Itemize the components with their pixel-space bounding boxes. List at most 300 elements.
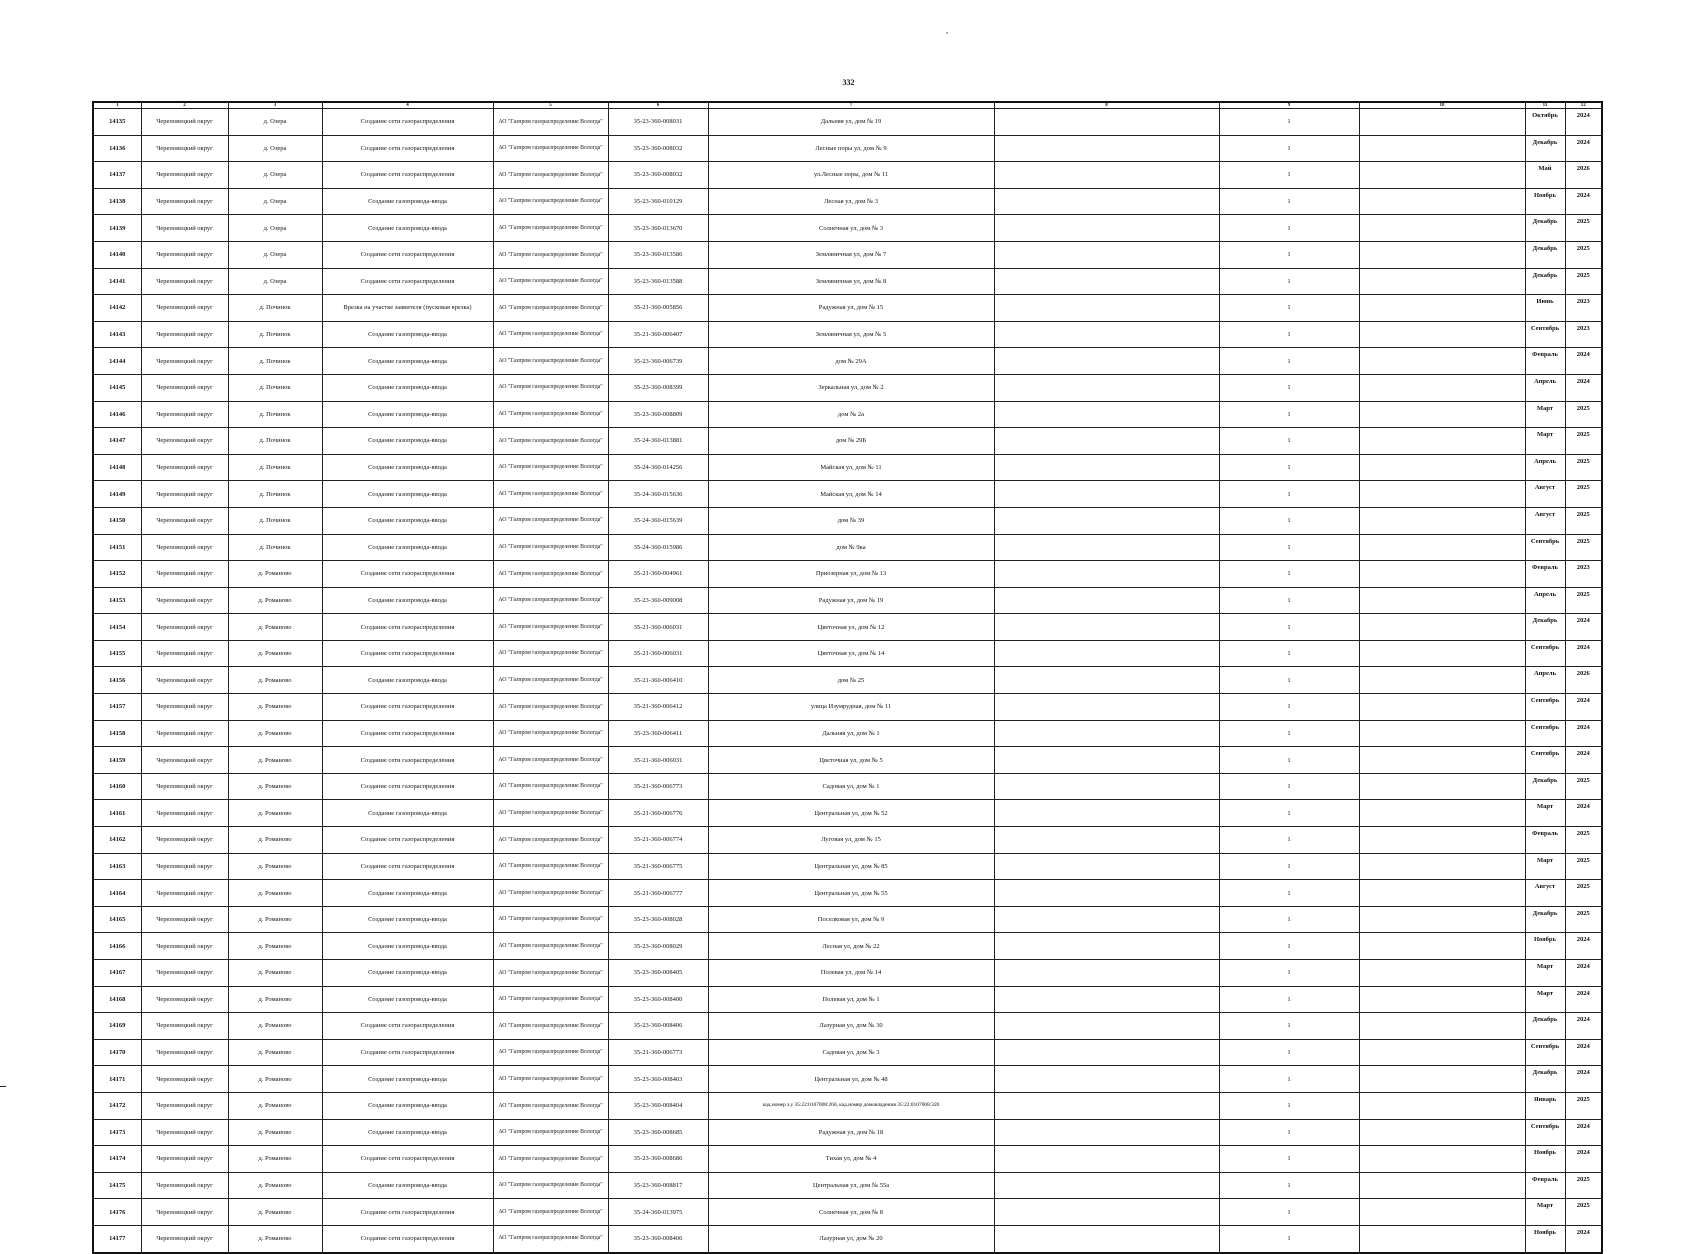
table-row: [93, 428, 1602, 455]
cell-district: Череповецкий округ: [141, 720, 228, 747]
cell-year: 2025: [1565, 1092, 1602, 1119]
cell-work-type: Создание газопровода-ввода: [322, 348, 493, 375]
cell-request-number: 35-23-360-013670: [608, 215, 708, 242]
cell-empty-col-10: [1359, 640, 1525, 667]
column-header: 12: [1565, 102, 1602, 109]
cell-quantity: 1: [1219, 960, 1359, 987]
cell-row-number: 14145: [93, 374, 141, 401]
cell-work-type: Создание газопровода-ввода: [322, 1066, 493, 1093]
scan-edge-mark: [0, 1086, 6, 1087]
cell-settlement: д. Починок: [228, 348, 322, 375]
cell-settlement: д. Озера: [228, 241, 322, 268]
cell-quantity: 1: [1219, 747, 1359, 774]
cell-district: Череповецкий округ: [141, 454, 228, 481]
cell-request-number: 35-23-360-008809: [608, 401, 708, 428]
cell-empty-col-10: [1359, 162, 1525, 189]
cell-quantity: 1: [1219, 507, 1359, 534]
cell-empty-col-8: [994, 1092, 1219, 1119]
cell-settlement: д. Романово: [228, 1146, 322, 1173]
cell-work-type: Создание сети газораспределения: [322, 720, 493, 747]
cell-month: Декабрь: [1525, 268, 1565, 295]
cell-year: 2025: [1565, 1199, 1602, 1226]
cell-quantity: 1: [1219, 348, 1359, 375]
cell-empty-col-10: [1359, 321, 1525, 348]
cell-row-number: 14171: [93, 1066, 141, 1093]
cell-request-number: 35-21-360-006775: [608, 853, 708, 880]
cell-row-number: 14175: [93, 1172, 141, 1199]
cell-month: Февраль: [1525, 561, 1565, 588]
cell-organization: АО "Газпром газораспределение Вологда": [493, 853, 608, 880]
cell-district: Череповецкий округ: [141, 640, 228, 667]
cell-month: Сентябрь: [1525, 720, 1565, 747]
cell-row-number: 14143: [93, 321, 141, 348]
cell-month: Ноябрь: [1525, 1146, 1565, 1173]
cell-organization: АО "Газпром газораспределение Вологда": [493, 188, 608, 215]
table-row: [93, 960, 1602, 987]
cell-row-number: 14144: [93, 348, 141, 375]
cell-empty-col-8: [994, 906, 1219, 933]
cell-organization: АО "Газпром газораспределение Вологда": [493, 986, 608, 1013]
cell-row-number: 14154: [93, 614, 141, 641]
cell-settlement: д. Починок: [228, 481, 322, 508]
table-row: [93, 614, 1602, 641]
cell-request-number: 35-23-360-008028: [608, 906, 708, 933]
cell-organization: АО "Газпром газораспределение Вологда": [493, 1039, 608, 1066]
cell-district: Череповецкий округ: [141, 348, 228, 375]
cell-year: 2024: [1565, 747, 1602, 774]
cell-work-type: Создание газопровода-ввода: [322, 534, 493, 561]
cell-empty-col-8: [994, 640, 1219, 667]
cell-organization: АО "Газпром газораспределение Вологда": [493, 614, 608, 641]
cell-request-number: 35-23-360-013586: [608, 241, 708, 268]
cell-empty-col-8: [994, 960, 1219, 987]
cell-request-number: 35-23-360-008399: [608, 374, 708, 401]
cell-month: Февраль: [1525, 827, 1565, 854]
cell-empty-col-8: [994, 268, 1219, 295]
cell-row-number: 14150: [93, 507, 141, 534]
cell-month: Март: [1525, 960, 1565, 987]
table-row: [93, 1092, 1602, 1119]
cell-quantity: 1: [1219, 1225, 1359, 1252]
table-row: [93, 162, 1602, 189]
cell-request-number: 35-24-360-013975: [608, 1199, 708, 1226]
cell-organization: АО "Газпром газораспределение Вологда": [493, 481, 608, 508]
cell-year: 2025: [1565, 1172, 1602, 1199]
cell-settlement: д. Романово: [228, 1225, 322, 1252]
cell-organization: АО "Газпром газораспределение Вологда": [493, 800, 608, 827]
cell-empty-col-10: [1359, 374, 1525, 401]
cell-settlement: д. Озера: [228, 135, 322, 162]
column-header: 2: [141, 102, 228, 109]
cell-request-number: 35-24-360-014256: [608, 454, 708, 481]
cell-month: Март: [1525, 986, 1565, 1013]
cell-work-type: Создание газопровода-ввода: [322, 374, 493, 401]
cell-work-type: Создание газопровода-ввода: [322, 428, 493, 455]
cell-request-number: 35-23-360-008032: [608, 135, 708, 162]
cell-empty-col-8: [994, 1172, 1219, 1199]
cell-work-type: Создание сети газораспределения: [322, 1199, 493, 1226]
cell-settlement: д. Озера: [228, 268, 322, 295]
cell-address: Цветочная ул, дом № 12: [708, 614, 994, 641]
gasification-table: [92, 101, 1603, 1254]
cell-address: Полевая ул, дом № 1: [708, 986, 994, 1013]
cell-address: Солнечная ул, дом № 8: [708, 1199, 994, 1226]
cell-empty-col-10: [1359, 1225, 1525, 1252]
cell-address: дом № 25: [708, 667, 994, 694]
table-row: [93, 667, 1602, 694]
cell-organization: АО "Газпром газораспределение Вологда": [493, 135, 608, 162]
cell-request-number: 35-21-360-006776: [608, 800, 708, 827]
cell-district: Череповецкий округ: [141, 747, 228, 774]
cell-year: 2024: [1565, 640, 1602, 667]
cell-settlement: д. Романово: [228, 773, 322, 800]
cell-request-number: 35-23-360-006739: [608, 348, 708, 375]
cell-organization: АО "Газпром газораспределение Вологда": [493, 880, 608, 907]
cell-year: 2025: [1565, 773, 1602, 800]
cell-request-number: 35-23-360-013588: [608, 268, 708, 295]
cell-request-number: 35-21-360-006774: [608, 827, 708, 854]
cell-empty-col-8: [994, 1039, 1219, 1066]
cell-year: 2025: [1565, 827, 1602, 854]
cell-year: 2025: [1565, 906, 1602, 933]
cell-address: Садовая ул, дом № 3: [708, 1039, 994, 1066]
cell-empty-col-10: [1359, 1172, 1525, 1199]
table-row: [93, 1119, 1602, 1146]
cell-row-number: 14162: [93, 827, 141, 854]
cell-row-number: 14164: [93, 880, 141, 907]
cell-district: Череповецкий округ: [141, 773, 228, 800]
cell-month: Февраль: [1525, 348, 1565, 375]
cell-address: Майская ул, дом № 11: [708, 454, 994, 481]
cell-quantity: 1: [1219, 401, 1359, 428]
cell-empty-col-10: [1359, 614, 1525, 641]
cell-quantity: 1: [1219, 1119, 1359, 1146]
cell-district: Череповецкий округ: [141, 986, 228, 1013]
cell-district: Череповецкий округ: [141, 1119, 228, 1146]
table-row: [93, 374, 1602, 401]
cell-year: 2026: [1565, 667, 1602, 694]
cell-month: Март: [1525, 800, 1565, 827]
cell-request-number: 35-23-360-008405: [608, 960, 708, 987]
cell-organization: АО "Газпром газораспределение Вологда": [493, 109, 608, 136]
cell-empty-col-10: [1359, 667, 1525, 694]
cell-settlement: д. Озера: [228, 215, 322, 242]
cell-row-number: 14155: [93, 640, 141, 667]
cell-address: Земляничная ул, дом № 5: [708, 321, 994, 348]
cell-empty-col-10: [1359, 1119, 1525, 1146]
cell-work-type: Создание газопровода-ввода: [322, 507, 493, 534]
cell-empty-col-8: [994, 1119, 1219, 1146]
cell-address: Приозерная ул, дом № 13: [708, 561, 994, 588]
cell-settlement: д. Озера: [228, 188, 322, 215]
cell-year: 2025: [1565, 268, 1602, 295]
cell-empty-col-10: [1359, 720, 1525, 747]
cell-district: Череповецкий округ: [141, 827, 228, 854]
cell-district: Череповецкий округ: [141, 1092, 228, 1119]
cell-row-number: 14148: [93, 454, 141, 481]
table-row: [93, 109, 1602, 136]
table-row: [93, 773, 1602, 800]
cell-month: Декабрь: [1525, 135, 1565, 162]
cell-empty-col-8: [994, 401, 1219, 428]
cell-address: Радужная ул, дом № 18: [708, 1119, 994, 1146]
cell-empty-col-10: [1359, 827, 1525, 854]
cell-address: кад.номер з.у 35:22:0107008:260, кад.номер домовладения 35:22:0107008:320: [708, 1092, 994, 1119]
column-header: 9: [1219, 102, 1359, 109]
cell-address: Лазурная ул, дом № 30: [708, 1013, 994, 1040]
cell-work-type: Создание сети газораспределения: [322, 853, 493, 880]
cell-row-number: 14139: [93, 215, 141, 242]
cell-organization: АО "Газпром газораспределение Вологда": [493, 401, 608, 428]
cell-district: Череповецкий округ: [141, 109, 228, 136]
cell-quantity: 1: [1219, 986, 1359, 1013]
cell-district: Череповецкий округ: [141, 800, 228, 827]
cell-work-type: Создание газопровода-ввода: [322, 454, 493, 481]
cell-row-number: 14141: [93, 268, 141, 295]
cell-quantity: 1: [1219, 241, 1359, 268]
cell-work-type: Создание газопровода-ввода: [322, 906, 493, 933]
cell-empty-col-8: [994, 481, 1219, 508]
cell-quantity: 1: [1219, 534, 1359, 561]
cell-work-type: Создание сети газораспределения: [322, 162, 493, 189]
cell-row-number: 14137: [93, 162, 141, 189]
cell-work-type: Создание сети газораспределения: [322, 747, 493, 774]
cell-work-type: Создание газопровода-ввода: [322, 1119, 493, 1146]
cell-year: 2024: [1565, 1013, 1602, 1040]
cell-settlement: д. Романово: [228, 1092, 322, 1119]
cell-quantity: 1: [1219, 321, 1359, 348]
table-row: [93, 640, 1602, 667]
cell-organization: АО "Газпром газораспределение Вологда": [493, 1013, 608, 1040]
cell-month: Сентябрь: [1525, 1039, 1565, 1066]
table-row: [93, 800, 1602, 827]
cell-empty-col-10: [1359, 800, 1525, 827]
cell-district: Череповецкий округ: [141, 1013, 228, 1040]
cell-empty-col-8: [994, 561, 1219, 588]
cell-settlement: д. Романово: [228, 720, 322, 747]
cell-organization: АО "Газпром газораспределение Вологда": [493, 720, 608, 747]
cell-empty-col-8: [994, 587, 1219, 614]
cell-year: 2024: [1565, 1146, 1602, 1173]
cell-year: 2025: [1565, 853, 1602, 880]
cell-year: 2024: [1565, 694, 1602, 721]
cell-year: 2025: [1565, 454, 1602, 481]
cell-request-number: 35-23-360-008406: [608, 1013, 708, 1040]
cell-district: Череповецкий округ: [141, 1199, 228, 1226]
cell-quantity: 1: [1219, 428, 1359, 455]
cell-district: Череповецкий округ: [141, 933, 228, 960]
cell-quantity: 1: [1219, 374, 1359, 401]
cell-request-number: 35-21-360-006773: [608, 1039, 708, 1066]
cell-work-type: Создание сети газораспределения: [322, 1225, 493, 1252]
cell-request-number: 35-21-360-006407: [608, 321, 708, 348]
cell-year: 2025: [1565, 481, 1602, 508]
cell-district: Череповецкий округ: [141, 188, 228, 215]
cell-settlement: д. Романово: [228, 1066, 322, 1093]
cell-address: Земляничная ул, дом № 7: [708, 241, 994, 268]
cell-empty-col-10: [1359, 268, 1525, 295]
cell-settlement: д. Романово: [228, 1199, 322, 1226]
cell-row-number: 14160: [93, 773, 141, 800]
cell-organization: АО "Газпром газораспределение Вологда": [493, 933, 608, 960]
cell-quantity: 1: [1219, 640, 1359, 667]
cell-address: улица Изумрудная, дом № 11: [708, 694, 994, 721]
cell-empty-col-10: [1359, 188, 1525, 215]
cell-work-type: Создание сети газораспределения: [322, 135, 493, 162]
cell-empty-col-10: [1359, 906, 1525, 933]
table-row: [93, 561, 1602, 588]
cell-address: Дальняя ул, дом № 1: [708, 720, 994, 747]
cell-work-type: Врезка на участке заявителя (пусковая врезка): [322, 295, 493, 322]
cell-empty-col-10: [1359, 1039, 1525, 1066]
cell-work-type: Создание сети газораспределения: [322, 640, 493, 667]
cell-row-number: 14161: [93, 800, 141, 827]
cell-settlement: д. Романово: [228, 1039, 322, 1066]
cell-work-type: Создание сети газораспределения: [322, 268, 493, 295]
cell-year: 2024: [1565, 188, 1602, 215]
table-row: [93, 268, 1602, 295]
cell-empty-col-8: [994, 188, 1219, 215]
cell-month: Декабрь: [1525, 773, 1565, 800]
column-header: 5: [493, 102, 608, 109]
cell-district: Череповецкий округ: [141, 1039, 228, 1066]
cell-quantity: 1: [1219, 188, 1359, 215]
cell-request-number: 35-21-360-006777: [608, 880, 708, 907]
cell-quantity: 1: [1219, 1172, 1359, 1199]
cell-row-number: 14142: [93, 295, 141, 322]
cell-settlement: д. Романово: [228, 667, 322, 694]
cell-empty-col-8: [994, 374, 1219, 401]
cell-year: 2024: [1565, 720, 1602, 747]
cell-district: Череповецкий округ: [141, 481, 228, 508]
cell-row-number: 14167: [93, 960, 141, 987]
cell-quantity: 1: [1219, 853, 1359, 880]
cell-address: Полевая ул, дом № 14: [708, 960, 994, 987]
cell-organization: АО "Газпром газораспределение Вологда": [493, 827, 608, 854]
cell-year: 2024: [1565, 109, 1602, 136]
cell-district: Череповецкий округ: [141, 694, 228, 721]
cell-organization: АО "Газпром газораспределение Вологда": [493, 1172, 608, 1199]
cell-empty-col-8: [994, 720, 1219, 747]
cell-settlement: д. Романово: [228, 933, 322, 960]
cell-request-number: 35-23-360-006411: [608, 720, 708, 747]
cell-month: Март: [1525, 401, 1565, 428]
cell-quantity: 1: [1219, 587, 1359, 614]
cell-settlement: д. Романово: [228, 561, 322, 588]
cell-empty-col-8: [994, 162, 1219, 189]
cell-address: Лазурная ул, дом № 20: [708, 1225, 994, 1252]
cell-year: 2023: [1565, 321, 1602, 348]
cell-empty-col-10: [1359, 348, 1525, 375]
cell-organization: АО "Газпром газораспределение Вологда": [493, 667, 608, 694]
table-row: [93, 986, 1602, 1013]
column-header: 11: [1525, 102, 1565, 109]
cell-empty-col-8: [994, 109, 1219, 136]
cell-year: 2024: [1565, 933, 1602, 960]
table-row: [93, 295, 1602, 322]
cell-request-number: 35-23-360-008031: [608, 109, 708, 136]
cell-empty-col-8: [994, 428, 1219, 455]
column-header: 8: [994, 102, 1219, 109]
cell-settlement: д. Озера: [228, 162, 322, 189]
cell-month: Сентябрь: [1525, 1119, 1565, 1146]
table-row: [93, 1172, 1602, 1199]
cell-work-type: Создание газопровода-ввода: [322, 321, 493, 348]
table-row: [93, 241, 1602, 268]
cell-district: Череповецкий округ: [141, 853, 228, 880]
cell-request-number: 35-21-360-006031: [608, 614, 708, 641]
cell-work-type: Создание сети газораспределения: [322, 827, 493, 854]
table-row: [93, 747, 1602, 774]
cell-quantity: 1: [1219, 667, 1359, 694]
cell-empty-col-10: [1359, 1013, 1525, 1040]
cell-address: Поселковая ул, дом № 9: [708, 906, 994, 933]
cell-work-type: Создание газопровода-ввода: [322, 986, 493, 1013]
cell-settlement: д. Починок: [228, 454, 322, 481]
cell-organization: АО "Газпром газораспределение Вологда": [493, 694, 608, 721]
table-row: [93, 720, 1602, 747]
cell-quantity: 1: [1219, 933, 1359, 960]
cell-settlement: д. Починок: [228, 374, 322, 401]
table-row: [93, 348, 1602, 375]
cell-month: Декабрь: [1525, 906, 1565, 933]
cell-year: 2025: [1565, 215, 1602, 242]
cell-year: 2024: [1565, 348, 1602, 375]
cell-work-type: Создание газопровода-ввода: [322, 481, 493, 508]
cell-request-number: 35-24-360-015986: [608, 534, 708, 561]
cell-quantity: 1: [1219, 135, 1359, 162]
table-row: [93, 1066, 1602, 1093]
cell-month: Ноябрь: [1525, 1225, 1565, 1252]
cell-work-type: Создание газопровода-ввода: [322, 800, 493, 827]
cell-row-number: 14163: [93, 853, 141, 880]
cell-quantity: 1: [1219, 454, 1359, 481]
cell-work-type: Создание газопровода-ввода: [322, 1172, 493, 1199]
cell-month: Сентябрь: [1525, 694, 1565, 721]
cell-work-type: Создание сети газораспределения: [322, 1146, 493, 1173]
table-row: [93, 188, 1602, 215]
cell-district: Череповецкий округ: [141, 215, 228, 242]
table-row: [93, 135, 1602, 162]
table-row: [93, 215, 1602, 242]
cell-year: 2024: [1565, 614, 1602, 641]
cell-settlement: д. Романово: [228, 800, 322, 827]
cell-month: Апрель: [1525, 454, 1565, 481]
cell-month: Май: [1525, 162, 1565, 189]
cell-quantity: 1: [1219, 162, 1359, 189]
cell-row-number: 14174: [93, 1146, 141, 1173]
cell-address: Радужная ул, дом № 15: [708, 295, 994, 322]
cell-address: Лесная ул, дом № 22: [708, 933, 994, 960]
cell-address: Цветочная ул, дом № 5: [708, 747, 994, 774]
cell-district: Череповецкий округ: [141, 428, 228, 455]
cell-address: Центральная ул, дом № 55: [708, 880, 994, 907]
cell-work-type: Создание газопровода-ввода: [322, 880, 493, 907]
cell-quantity: 1: [1219, 481, 1359, 508]
cell-empty-col-10: [1359, 1092, 1525, 1119]
cell-address: Тихая ул, дом № 4: [708, 1146, 994, 1173]
cell-quantity: 1: [1219, 773, 1359, 800]
cell-work-type: Создание газопровода-ввода: [322, 188, 493, 215]
cell-address: Зеркальная ул, дом № 2: [708, 374, 994, 401]
cell-month: Октябрь: [1525, 109, 1565, 136]
cell-request-number: 35-21-360-006773: [608, 773, 708, 800]
cell-empty-col-10: [1359, 534, 1525, 561]
cell-organization: АО "Газпром газораспределение Вологда": [493, 295, 608, 322]
cell-empty-col-8: [994, 321, 1219, 348]
cell-quantity: 1: [1219, 1066, 1359, 1093]
column-header: 10: [1359, 102, 1525, 109]
